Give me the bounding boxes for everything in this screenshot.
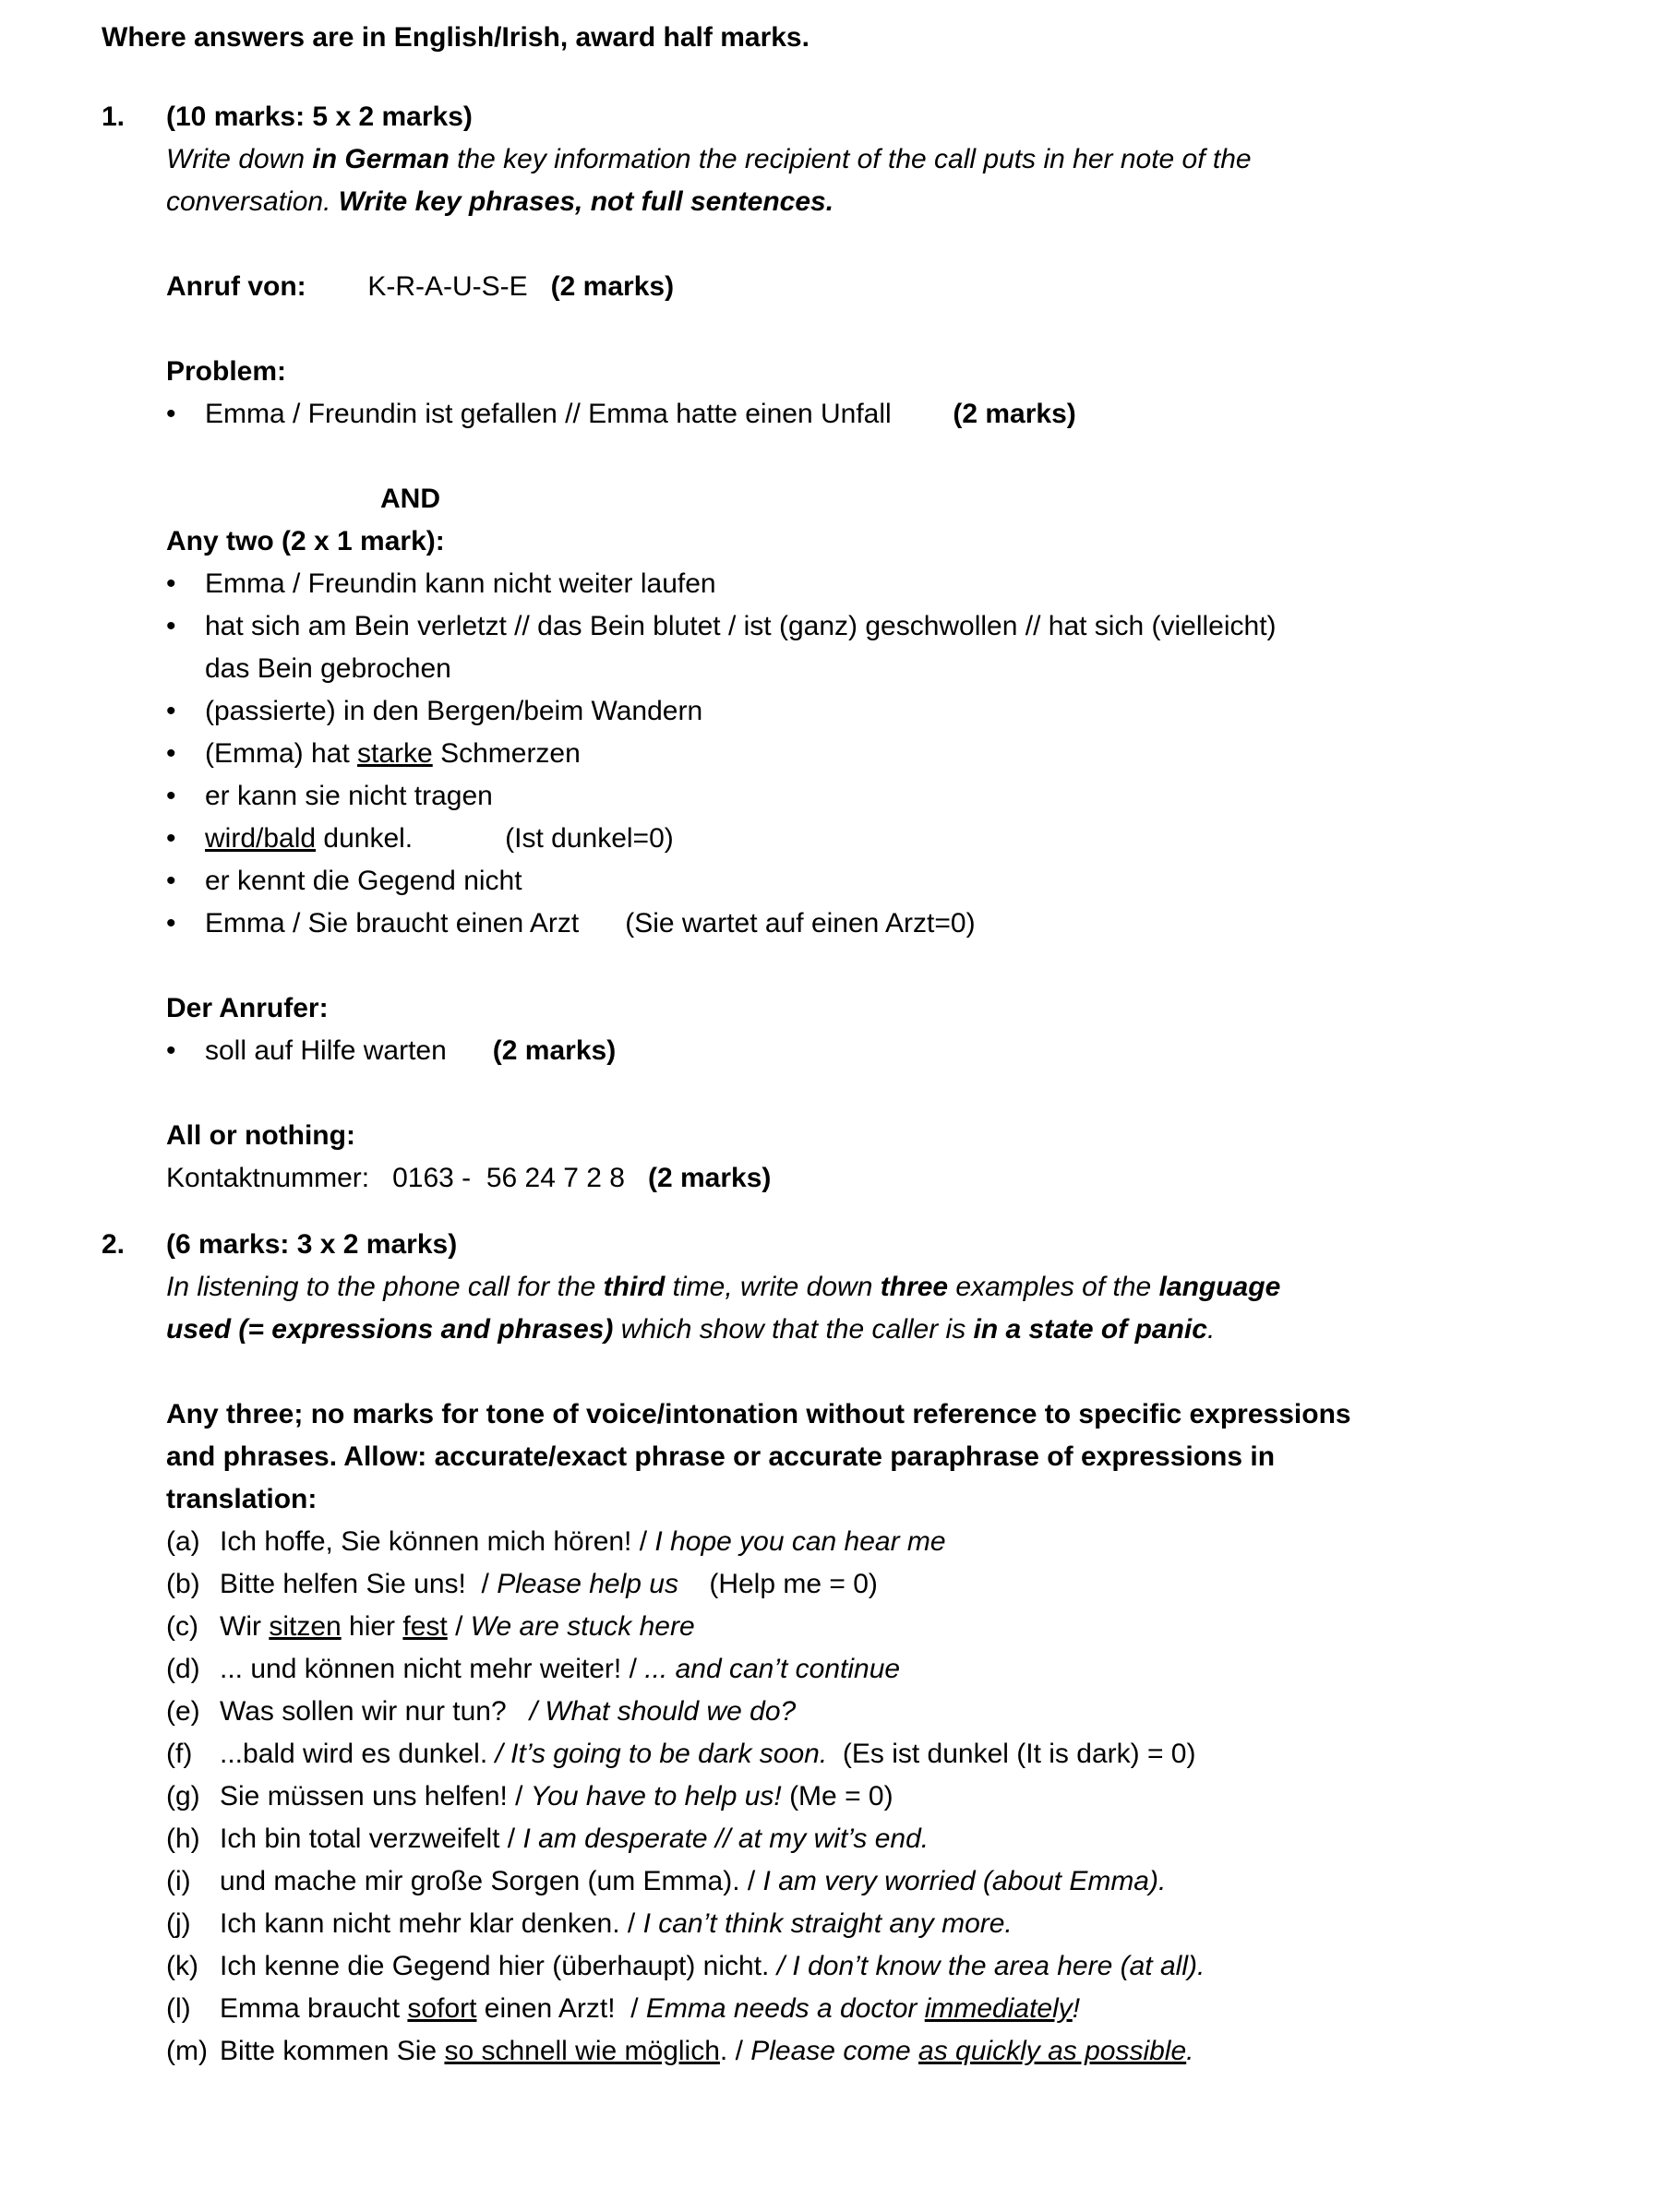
answer-item (166, 1733, 1588, 1776)
answer-item-letter: (m) (166, 2036, 208, 2066)
answer-item-letter: (b) (166, 1569, 200, 1599)
problem-label: Problem: (166, 356, 287, 387)
answer-item-letter: (l) (166, 1993, 191, 2024)
answer-item-letter: (g) (166, 1781, 200, 1811)
answer-item (166, 1648, 1588, 1691)
answer-item-text: Bitte kommen Sie so schnell wie möglich. / Please come as quickly as possible. (220, 2036, 1194, 2066)
answer-item-text: Ich kenne die Gegend hier (überhaupt) nicht. / I don’t know the area here (at all). (220, 1951, 1205, 1981)
answer-item (166, 1945, 1588, 1988)
bullet-icon: • (166, 1035, 176, 1066)
der-anrufer-bullet (166, 1030, 1588, 1072)
answer-item (166, 1903, 1588, 1945)
der-anrufer-label: Der Anrufer: (166, 993, 329, 1023)
kontaktnummer-line: Kontaktnummer: 0163 - 56 24 7 2 8 (2 marks) (166, 1163, 772, 1193)
question-2-heading (102, 1224, 1624, 1266)
answer-item (166, 1860, 1588, 1903)
answer-item (166, 2030, 1588, 2073)
problem-bullet (166, 393, 1588, 436)
question-1-number: 1. (102, 102, 126, 132)
bullet-icon: • (166, 866, 176, 896)
any-two-bullet-text: (Emma) hat starke Schmerzen (205, 738, 581, 769)
der-anrufer-bullet-text: soll auf Hilfe warten (2 marks) (205, 1035, 617, 1066)
answer-item-text: Ich kann nicht mehr klar denken. / I can’t think straight any more. (220, 1908, 1013, 1939)
answer-item (166, 1521, 1588, 1563)
answer-item-letter: (c) (166, 1611, 198, 1642)
problem-bullet-text: Emma / Freundin ist gefallen // Emma hatte einen Unfall (2 marks) (205, 399, 1076, 429)
any-two-bullet-text: hat sich am Bein verletzt // das Bein blutet / ist (ganz) geschwollen // hat sich (vielleicht) das Bein gebrochen (205, 611, 1277, 684)
any-two-bullet (166, 563, 1588, 605)
answer-item-text: und mache mir große Sorgen (um Emma). / I am very worried (about Emma). (220, 1866, 1167, 1896)
any-two-label: Any two (2 x 1 mark): (166, 526, 445, 556)
answer-item-letter: (j) (166, 1908, 191, 1939)
any-two-bullet-text: wird/bald dunkel. (Ist dunkel=0) (205, 823, 674, 854)
any-two-bullet-text: (passierte) in den Bergen/beim Wandern (205, 696, 703, 726)
bullet-icon: • (166, 399, 176, 429)
answer-item-text: Ich hoffe, Sie können mich hören! / I hope you can hear me (220, 1526, 946, 1557)
any-two-bullet-text: Emma / Sie braucht einen Arzt (Sie wartet auf einen Arzt=0) (205, 908, 976, 939)
bullet-icon: • (166, 908, 176, 939)
answer-item-letter: (i) (166, 1866, 191, 1896)
question-2-number: 2. (102, 1229, 126, 1260)
answer-item-text: Bitte helfen Sie uns! / Please help us (Help me = 0) (220, 1569, 878, 1599)
any-two-bullet-text: er kann sie nicht tragen (205, 781, 493, 811)
answer-item-letter: (k) (166, 1951, 198, 1981)
any-two-bullet (166, 903, 1588, 945)
anruf-von-line: Anruf von: K-R-A-U-S-E (2 marks) (166, 271, 675, 302)
bullet-icon: • (166, 568, 176, 599)
any-three-note: Any three; no marks for tone of voice/intonation without reference to specific expressions and phrases. Allow: accurate/exact phrase or accurate paraphrase of expressions in translation: (166, 1399, 1351, 1514)
any-two-bullet (166, 818, 1588, 860)
answer-item-text: ...bald wird es dunkel. / It’s going to be dark soon. (Es ist dunkel (It is dark) = 0) (220, 1739, 1196, 1769)
answer-item (166, 1691, 1588, 1733)
answer-item-letter: (e) (166, 1696, 200, 1727)
answer-item-text: Was sollen wir nur tun? / What should we do? (220, 1696, 797, 1727)
answer-item (166, 1563, 1588, 1606)
answer-item-text: Ich bin total verzweifelt / I am desperate // at my wit’s end. (220, 1823, 929, 1854)
answer-item-text: ... und können nicht mehr weiter! / ... and can’t continue (220, 1654, 901, 1684)
answer-item-letter: (d) (166, 1654, 200, 1684)
question-1-body (166, 138, 1588, 1200)
any-two-bullet-text: er kennt die Gegend nicht (205, 866, 522, 896)
and-label: AND (380, 484, 440, 514)
answer-item-text: Emma braucht sofort einen Arzt! / Emma needs a doctor immediately! (220, 1993, 1081, 2024)
question-2-instruction: In listening to the phone call for the third time, write down three examples of the language used (= expressions and phrases) which show that the caller is in a state of panic. (166, 1272, 1281, 1345)
any-two-bullet (166, 775, 1588, 818)
question-2-marks: (6 marks: 3 x 2 marks) (166, 1229, 458, 1260)
any-two-bullet-text: Emma / Freundin kann nicht weiter laufen (205, 568, 716, 599)
answer-item-text: Wir sitzen hier fest / We are stuck here (220, 1611, 695, 1642)
question-2-body (166, 1266, 1588, 2073)
any-two-bullet (166, 605, 1588, 690)
question-1-marks: (10 marks: 5 x 2 marks) (166, 102, 473, 132)
bullet-icon: • (166, 611, 176, 641)
answer-item-letter: (h) (166, 1823, 200, 1854)
any-two-bullet (166, 690, 1588, 733)
any-two-bullet (166, 860, 1588, 903)
bullet-icon: • (166, 823, 176, 854)
half-marks-note: Where answers are in English/Irish, award half marks. (102, 22, 810, 53)
answer-item-letter: (f) (166, 1739, 193, 1769)
answer-item-text: Sie müssen uns helfen! / You have to help us! (Me = 0) (220, 1781, 893, 1811)
bullet-icon: • (166, 781, 176, 811)
answer-item (166, 1818, 1588, 1860)
answer-item-letter: (a) (166, 1526, 200, 1557)
answer-item (166, 1606, 1588, 1648)
question-1-heading (102, 96, 1624, 138)
bullet-icon: • (166, 738, 176, 769)
all-or-nothing-label: All or nothing: (166, 1120, 355, 1151)
bullet-icon: • (166, 696, 176, 726)
question-1-instruction: Write down in German the key information the recipient of the call puts in her note of the conversation. Write key phrases, not full sentences. (166, 144, 1252, 217)
answer-item (166, 1776, 1588, 1818)
answer-item (166, 1988, 1588, 2030)
any-two-bullet (166, 733, 1588, 775)
